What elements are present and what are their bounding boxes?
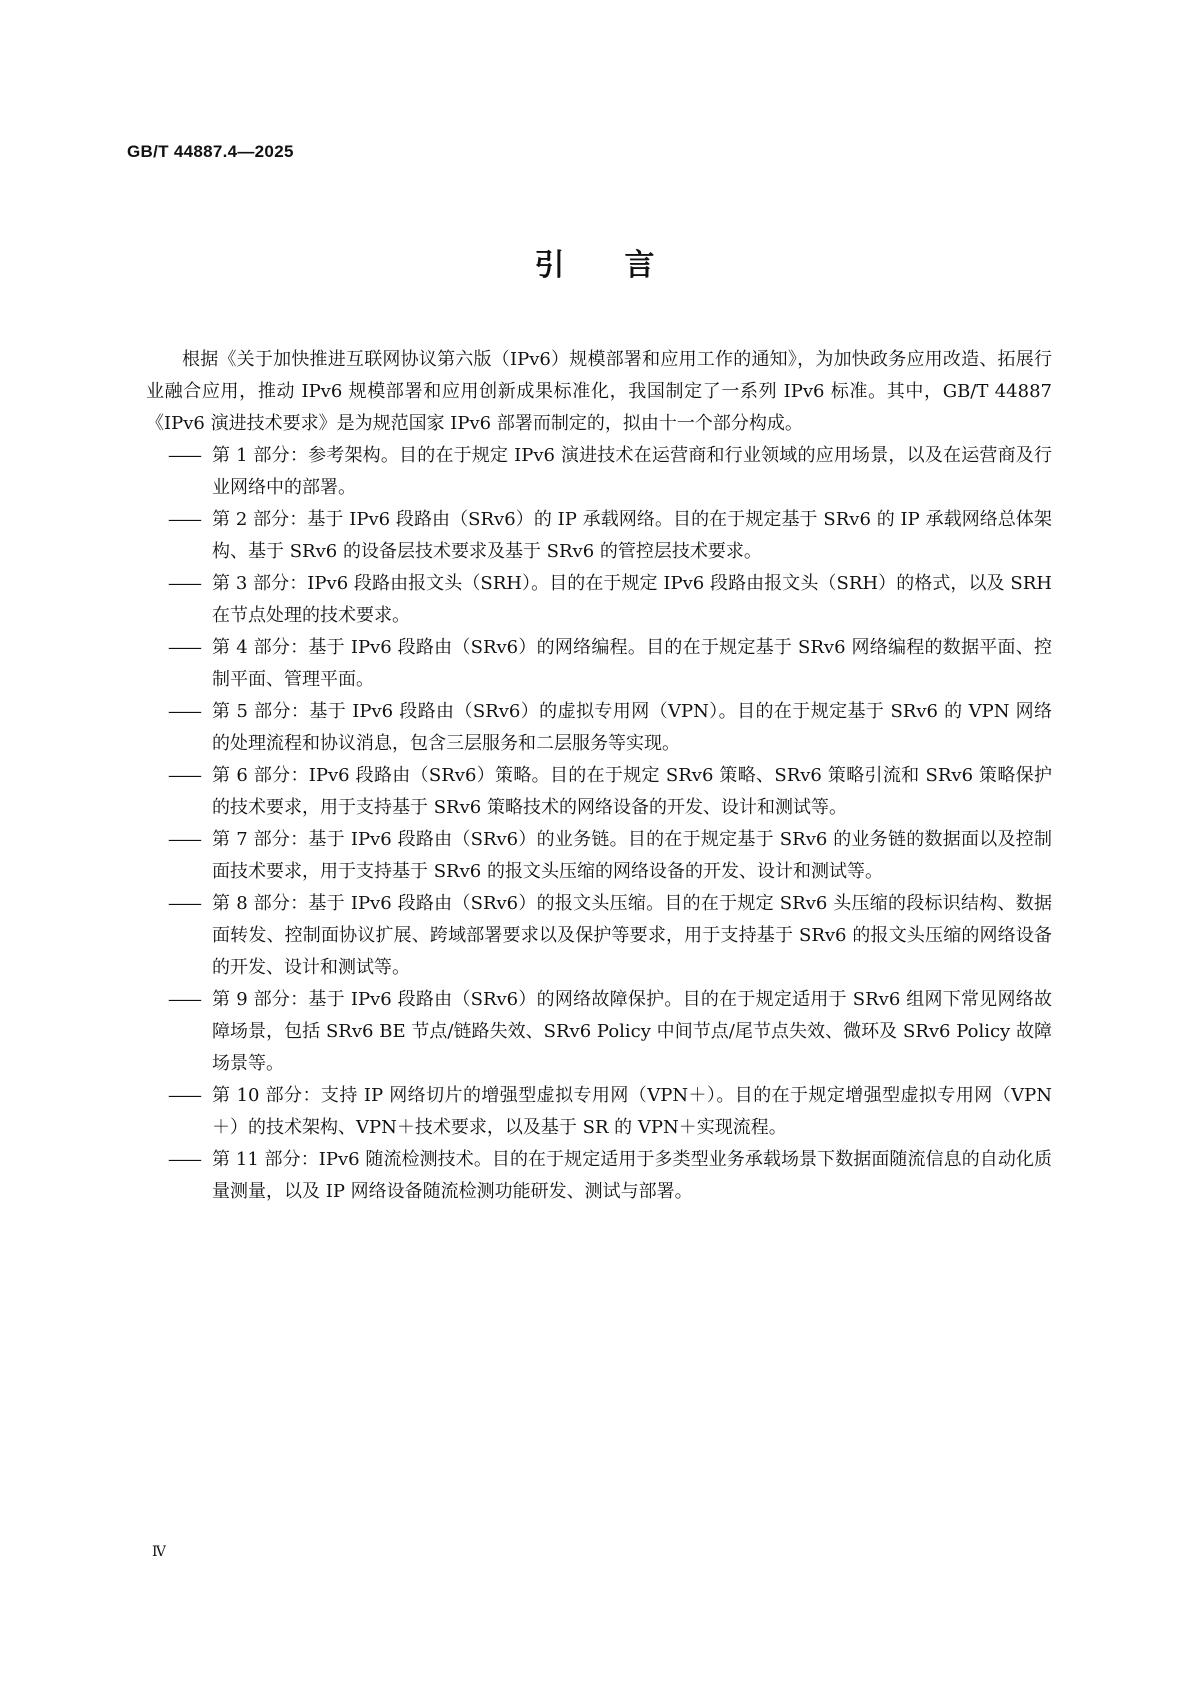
list-item-text: 第 7 部分：基于 IPv6 段路由（SRv6）的业务链。目的在于规定基于 SRv6 的业务链的数据面以及控制面技术要求，用于支持基于 SRv6 的报文头压缩的网络设备的开发、设计和测试等。 xyxy=(212,829,1052,882)
dash-marker: —— xyxy=(168,573,200,594)
introduction-body xyxy=(146,344,1052,1208)
list-item-part-1 xyxy=(146,440,1052,504)
list-item-part-9 xyxy=(146,984,1052,1080)
page-number: Ⅳ xyxy=(152,1544,166,1560)
list-item-text: 第 1 部分：参考架构。目的在于规定 IPv6 演进技术在运营商和行业领域的应用场景，以及在运营商及行业网络中的部署。 xyxy=(212,445,1052,498)
list-item-text: 第 4 部分：基于 IPv6 段路由（SRv6）的网络编程。目的在于规定基于 SRv6 网络编程的数据平面、控制平面、管理平面。 xyxy=(212,637,1052,690)
dash-marker: —— xyxy=(168,445,200,466)
list-item-part-3 xyxy=(146,568,1052,632)
dash-marker: —— xyxy=(168,1149,200,1170)
list-item-text: 第 5 部分：基于 IPv6 段路由（SRv6）的虚拟专用网（VPN）。目的在于规定基于 SRv6 的 VPN 网络的处理流程和协议消息，包含三层服务和二层服务等实现。 xyxy=(212,701,1052,754)
list-item-part-5 xyxy=(146,696,1052,760)
list-item-text: 第 11 部分：IPv6 随流检测技术。目的在于规定适用于多类型业务承载场景下数据面随流信息的自动化质量测量，以及 IP 网络设备随流检测功能研发、测试与部署。 xyxy=(212,1149,1052,1202)
list-item-part-6 xyxy=(146,760,1052,824)
intro-paragraph: 根据《关于加快推进互联网协议第六版（IPv6）规模部署和应用工作的通知》，为加快政务应用改造、拓展行业融合应用，推动 IPv6 规模部署和应用创新成果标准化，我国制定了一系列 IPv6 标准。其中，GB/T 44887《IPv6 演进技术要求》是为规范国家 IPv6 部署而制定的，拟由十一个部分构成。 xyxy=(146,349,1052,434)
dash-marker: —— xyxy=(168,989,200,1010)
list-item-part-7 xyxy=(146,824,1052,888)
dash-marker: —— xyxy=(168,1085,200,1106)
dash-marker: —— xyxy=(168,765,200,786)
dash-marker: —— xyxy=(168,829,200,850)
list-item-text: 第 2 部分：基于 IPv6 段路由（SRv6）的 IP 承载网络。目的在于规定基于 SRv6 的 IP 承载网络总体架构、基于 SRv6 的设备层技术要求及基于 SRv6 的管控层技术要求。 xyxy=(212,509,1052,562)
list-item-text: 第 3 部分：IPv6 段路由报文头（SRH）。目的在于规定 IPv6 段路由报文头（SRH）的格式，以及 SRH 在节点处理的技术要求。 xyxy=(212,573,1052,626)
dash-marker: —— xyxy=(168,509,200,530)
list-item-text: 第 9 部分：基于 IPv6 段路由（SRv6）的网络故障保护。目的在于规定适用于 SRv6 组网下常见网络故障场景，包括 SRv6 BE 节点/链路失效、SRv6 Policy 中间节点/尾节点失效、微环及 SRv6 Policy 故障场景等。 xyxy=(212,989,1052,1074)
list-item-part-4 xyxy=(146,632,1052,696)
dash-marker: —— xyxy=(168,637,200,658)
list-item-text: 第 8 部分：基于 IPv6 段路由（SRv6）的报文头压缩。目的在于规定 SRv6 头压缩的段标识结构、数据面转发、控制面协议扩展、跨域部署要求以及保护等要求，用于支持基于 SRv6 的报文头压缩的网络设备的开发、设计和测试等。 xyxy=(212,893,1052,978)
list-item-part-10 xyxy=(146,1080,1052,1144)
dash-marker: —— xyxy=(168,893,200,914)
title-char-1: 引 xyxy=(534,248,567,283)
list-item-text: 第 6 部分：IPv6 段路由（SRv6）策略。目的在于规定 SRv6 策略、SRv6 策略引流和 SRv6 策略保护的技术要求，用于支持基于 SRv6 策略技术的网络设备的开发、设计和测试等。 xyxy=(212,765,1052,818)
list-item-part-2 xyxy=(146,504,1052,568)
list-item-text: 第 10 部分：支持 IP 网络切片的增强型虚拟专用网（VPN＋）。目的在于规定增强型虚拟专用网（VPN＋）的技术架构、VPN＋技术要求，以及基于 SR 的 VPN＋实现流程。 xyxy=(212,1085,1052,1138)
list-item-part-8 xyxy=(146,888,1052,984)
title-char-2: 言 xyxy=(624,248,657,283)
list-item-part-11 xyxy=(146,1144,1052,1208)
standard-number: GB/T 44887.4—2025 xyxy=(127,142,294,161)
page-title xyxy=(0,240,1191,284)
dash-marker: —— xyxy=(168,701,200,722)
